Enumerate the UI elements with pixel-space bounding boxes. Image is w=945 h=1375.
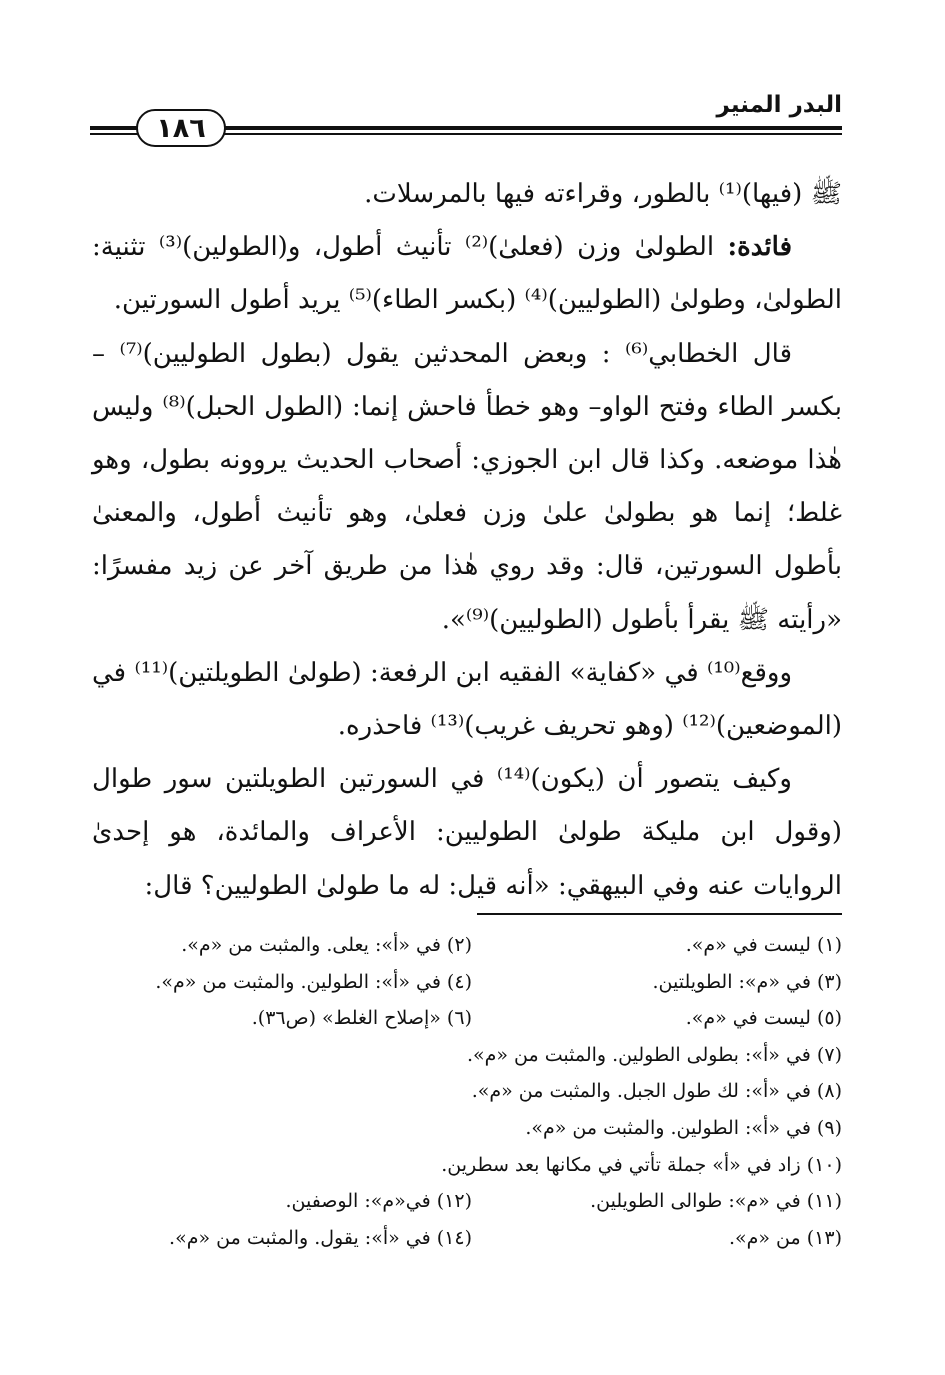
paragraph-5: وكيف يتصور أن (يكون)⁽¹⁴⁾ في السورتين الطويلتين سور طوال (وقول ابن مليكة طولىٰ الطوليين: الأعراف والمائدة، هو إحدىٰ الروايات عنه وفي البيهقي: «أنه قيل: له ما طولىٰ الطوليين؟ قال: (92, 764, 842, 901)
paragraph-2 (92, 221, 842, 327)
footnote-11: (١١) في «م»: طوالى الطويلين. (590, 1190, 842, 1213)
main-text (92, 168, 842, 913)
footnote-row (102, 1147, 842, 1184)
book-title: البدر المنير (716, 92, 842, 118)
paragraph-2-text: الطولىٰ وزن (فعلىٰ)⁽²⁾ تأنيث أطول، و(الطولين)⁽³⁾ تثنية: الطولىٰ، وطولىٰ (الطوليين)⁽⁴⁾ (بكسر الطاء)⁽⁵⁾ يريد أطول السورتين. (92, 232, 842, 316)
paragraph-4: ووقع⁽¹⁰⁾ في «كفاية» الفقيه ابن الرفعة: (طولىٰ الطويلتين)⁽¹¹⁾ في (الموضعين)⁽¹²⁾ (وهو تحريف غريب)⁽¹³⁾ فاحذره. (92, 657, 842, 742)
footnote-3: (٣) في «م»: الطويلتين. (652, 970, 842, 993)
page-number: ١٨٦ (136, 109, 226, 147)
footnote-row (102, 1000, 842, 1037)
footnote-12: (١٢) في«م»: الوصفين. (285, 1190, 472, 1213)
footnote-14: (١٤) في «أ»: يقول. والمثبت من «م». (169, 1226, 472, 1249)
paragraph-1: ﷺ (فيها)⁽¹⁾ بالطور، وقراءته فيها بالمرسلات. (364, 179, 842, 209)
footnote-row (102, 1037, 842, 1074)
footnote-10: (١٠) زاد في «أ» جملة تأتي في مكانها بعد سطرين. (441, 1153, 842, 1176)
footnote-1: (١) ليست في «م». (685, 934, 842, 956)
footnote-row (102, 1110, 842, 1147)
footnote-row (102, 1220, 842, 1257)
footnote-row (102, 1073, 842, 1110)
footnote-divider (477, 913, 842, 915)
footnote-7: (٧) في «أ»: بطولى الطولين. والمثبت من «م». (466, 1043, 842, 1066)
footnote-9: (٩) في «أ»: الطولين. والمثبت من «م». (525, 1116, 842, 1139)
paragraph-3: قال الخطابي⁽⁶⁾ : وبعض المحدثين يقول (بطول الطوليين)⁽⁷⁾ – بكسر الطاء وفتح الواو– وهو خطأ فاحش إنما: (الطول الحبل)⁽⁸⁾ وليس هٰذا موضعه. وكذا قال ابن الجوزي: أصحاب الحديث يروونه بطول، وهو غلط؛ إنما هو بطولىٰ علىٰ وزن فعلىٰ، وهو تأنيث أطول، والمعنىٰ بأطول السورتين، قال: وقد روي هٰذا من طريق آخر عن زيد مفسرًا: «رأيته ﷺ يقرأ بأطول (الطوليين)⁽⁹⁾». (92, 338, 843, 635)
footnote-5: (٥) ليست في «م». (685, 1007, 842, 1030)
footnotes (102, 927, 842, 1256)
page-header (90, 92, 842, 152)
footnote-row (102, 927, 842, 964)
footnote-row (102, 1183, 842, 1220)
footnote-13: (١٣) من «م». (728, 1226, 842, 1249)
footnote-6: (٦) «إصلاح الغلط» (ص٣٦). (251, 1007, 472, 1030)
footnote-8: (٨) في «أ»: لك طول الجبل. والمثبت من «م». (471, 1080, 842, 1103)
footnote-2: (٢) في «أ»: يعلى. والمثبت من «م». (181, 934, 472, 956)
fayda-label: فائدة: (727, 232, 793, 263)
footnote-row (102, 964, 842, 1001)
footnote-4: (٤) في «أ»: الطولين. والمثبت من «م». (155, 970, 472, 993)
